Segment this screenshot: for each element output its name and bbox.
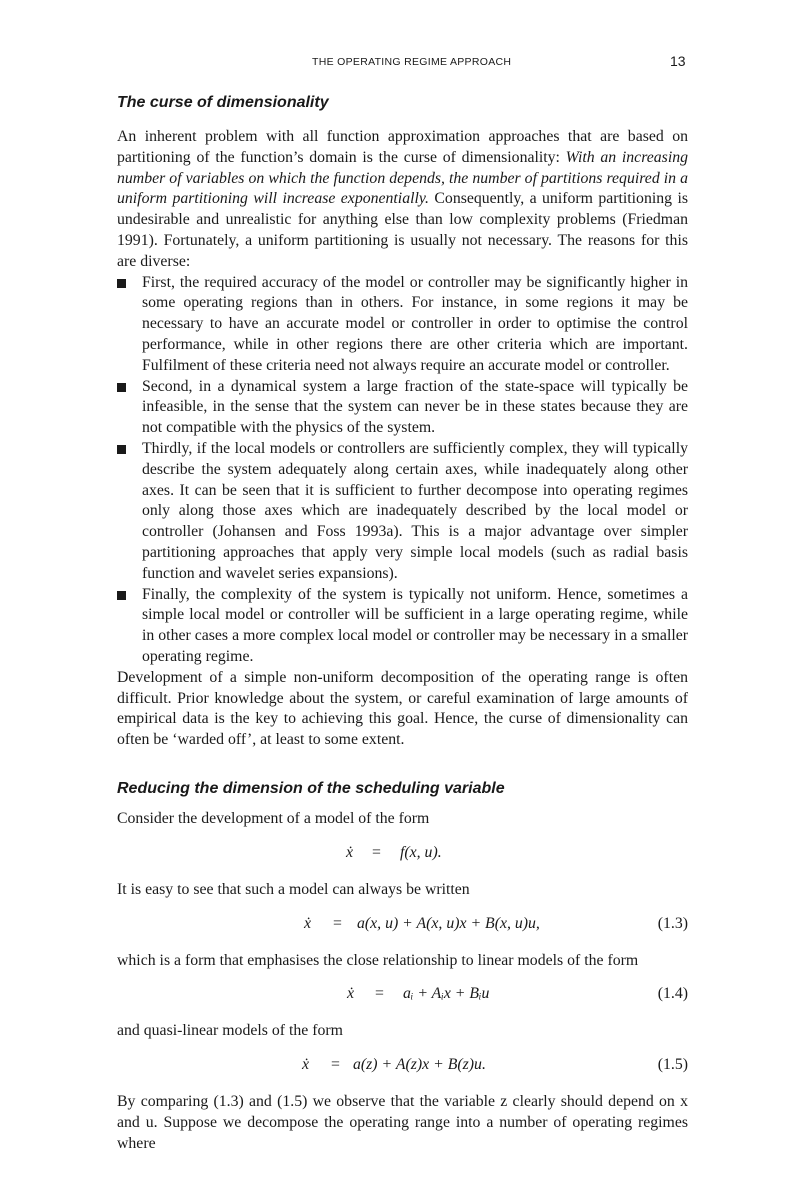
list-item-text: Finally, the complexity of the system is typically not uniform. Hence, sometimes a simple local model or controller will be sufficient in a large operating regime, while in other cases a more complex local model or controller may be necessary in a smaller operating regime. [142, 585, 688, 665]
equation-relation: = [372, 843, 381, 861]
intro-emphasis: With an increasing number of variables on which the function depends, the number of partitions required in a uniform partitioning will increase exponentially. [117, 148, 689, 208]
list-item-text: Thirdly, if the local models or controllers are sufficiently complex, they will typically describe the system adequately along certain axes, while inadequately along other axes. It can be seen that it is sufficient to further decompose into operating regimes only along those axes which are inadequately described by the local model or controller (Johansen and Foss 1993a). This is a major advantage over simpler partitioning approaches that apply very simple local models (such as radial basis function and wavelet series expansions). [142, 439, 688, 582]
equation-1-3 [117, 914, 688, 938]
page-number: 13 [670, 53, 686, 69]
intro-text-2: Consequently, a uniform partitioning is undesirable and unrealistic for anything else than low complexity problems (Friedman 1991). Fortunately, a uniform partitioning is usually not necessary. The reasons for this are diverse: [117, 190, 688, 270]
list-item [117, 273, 688, 377]
equation-relation: = [333, 914, 342, 932]
list-item [117, 585, 688, 668]
paragraph-easy: It is easy to see that such a model can always be written [117, 880, 470, 898]
equation-lhs: ẋ [347, 985, 355, 1003]
list-item [117, 377, 688, 439]
equation-1-5 [117, 1055, 688, 1079]
equation-lhs: ẋ [346, 843, 354, 861]
paragraph-quasi: and quasi-linear models of the form [117, 1022, 343, 1040]
equation-number: (1.5) [657, 1056, 688, 1074]
equation-relation: = [375, 985, 384, 1003]
list-item [117, 439, 688, 585]
running-header [0, 53, 800, 74]
equation-rhs: a(z) + A(z)x + B(z)u. [353, 1056, 486, 1074]
page-body [117, 92, 688, 1154]
paragraph-linear: which is a form that emphasises the close relationship to linear models of the form [117, 951, 639, 969]
intro-text-1: An inherent problem with all function approximation approaches that are based on partitioning of the function’s domain is the curse of dimensionality: [117, 128, 688, 166]
equation-general [117, 843, 688, 867]
running-title: THE OPERATING REGIME APPROACH [312, 56, 512, 68]
reasons-list [117, 273, 688, 668]
square-bullet-icon [117, 445, 126, 454]
equation-lhs: ẋ [304, 914, 312, 932]
equation-1-4 [117, 984, 688, 1008]
intro-paragraph [117, 127, 688, 273]
section-heading-reducing: Reducing the dimension of the scheduling variable [117, 779, 505, 797]
paragraph-comparing: By comparing (1.3) and (1.5) we observe that the variable z clearly should depend on x and u. Suppose we decompose the operating range into a number of operating regimes where [117, 1093, 688, 1152]
paragraph-consider: Consider the development of a model of the form [117, 809, 430, 827]
equation-lhs: ẋ [302, 1056, 310, 1074]
closing-paragraph: Development of a simple non-uniform decomposition of the operating range is often difficult. Prior knowledge about the system, or careful examination of large amounts of empirical data is the key to achieving this goal. Hence, the curse of dimensionality can often be ‘warded off’, at least to some extent. [117, 668, 688, 749]
equation-rhs: a(x, u) + A(x, u)x + B(x, u)u, [357, 914, 540, 932]
square-bullet-icon [117, 591, 126, 600]
square-bullet-icon [117, 383, 126, 392]
list-item-text: First, the required accuracy of the model or controller may be significantly higher in some operating regions than in others. For instance, in some regions it may be necessary to have an accurate model or controller in order to optimise the control performance, while in other regions there are other criteria which are important. Fulfilment of these criteria need not always require an accurate model or controller. [142, 273, 688, 374]
section-heading-curse: The curse of dimensionality [117, 94, 329, 111]
square-bullet-icon [117, 279, 126, 288]
equation-relation: = [331, 1056, 340, 1074]
equation-rhs: f(x, u). [400, 843, 442, 861]
equation-number: (1.4) [657, 985, 688, 1003]
equation-rhs: aᵢ + Aᵢx + Bᵢu [403, 985, 490, 1003]
list-item-text: Second, in a dynamical system a large fraction of the state-space will typically be infeasible, in the sense that the system can never be in these states because they are not compatible with the physics of the system. [142, 377, 688, 437]
equation-number: (1.3) [657, 914, 688, 932]
